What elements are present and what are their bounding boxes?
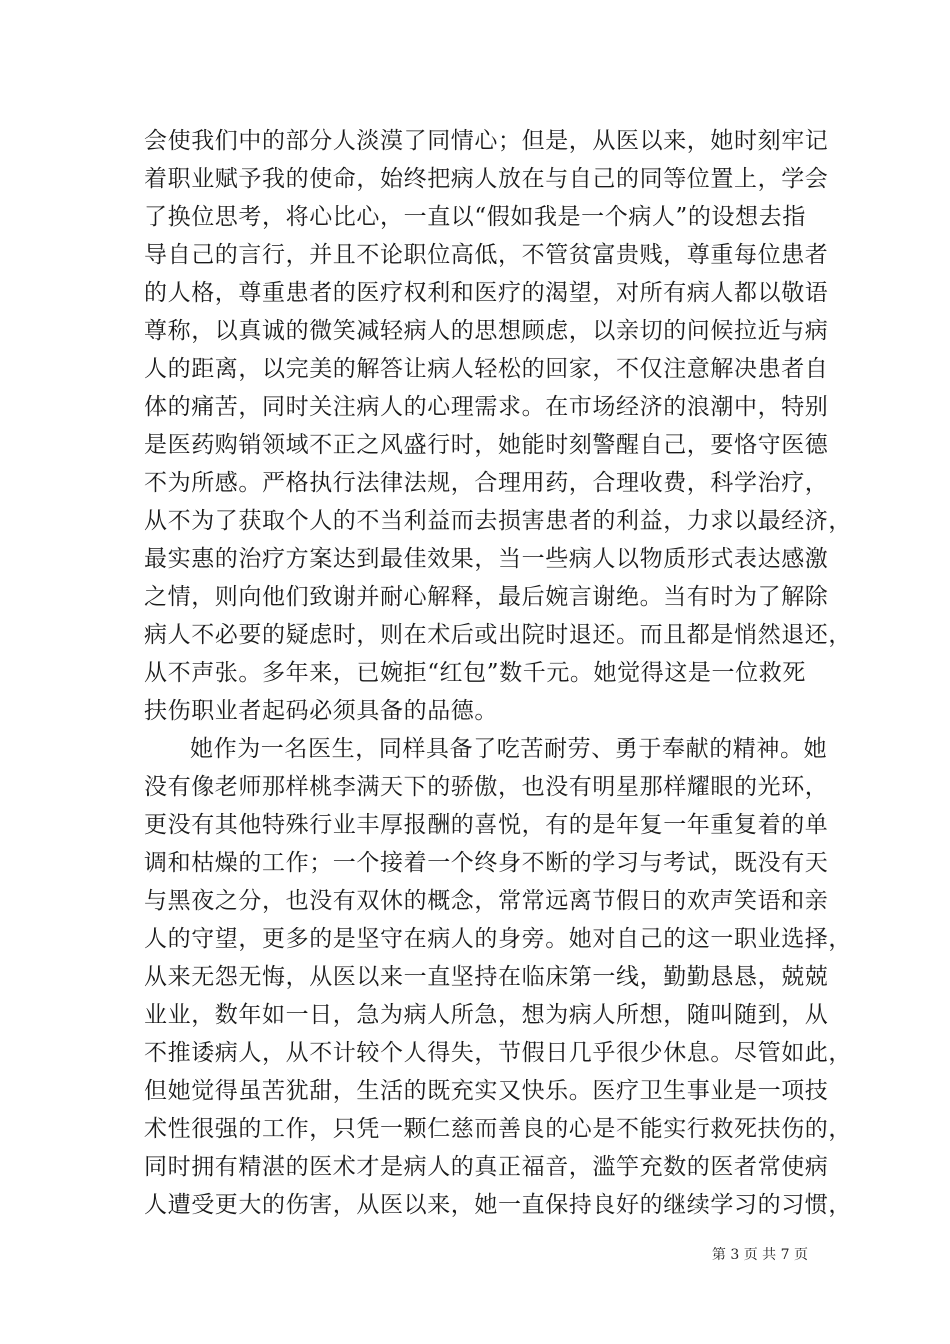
text-line: 病人不必要的疑虑时，则在术后或出院时退还。而且都是悄然退还，	[144, 622, 852, 648]
text-line: 导自己的言行，并且不论职位高低，不管贫富贵贱，尊重每位患者	[144, 242, 829, 268]
body-text	[144, 122, 852, 1224]
text-line: 更没有其他特殊行业丰厚报酬的喜悦，有的是年复一年重复着的单	[144, 812, 829, 838]
text-line: 人的距离，以完美的解答让病人轻松的回家，不仅注意解决患者自	[144, 356, 829, 382]
text-line: 与黑夜之分，也没有双休的概念，常常远离节假日的欢声笑语和亲	[144, 888, 829, 914]
text-line: 扶伤职业者起码必须具备的品德。	[144, 698, 498, 724]
text-line: 尊称，以真诚的微笑减轻病人的思想顾虑，以亲切的问候拉近与病	[144, 318, 829, 344]
text-line: 是医药购销领域不正之风盛行时，她能时刻警醒自己，要恪守医德	[144, 432, 829, 458]
text-line: 但她觉得虽苦犹甜，生活的既充实又快乐。医疗卫生事业是一项技	[144, 1078, 829, 1104]
text-line: 术性很强的工作，只凭一颗仁慈而善良的心是不能实行救死扶伤的，	[144, 1116, 852, 1142]
text-line: 会使我们中的部分人淡漠了同情心；但是，从医以来，她时刻牢记	[144, 128, 829, 154]
text-line: 没有像老师那样桃李满天下的骄傲，也没有明星那样耀眼的光环，	[144, 774, 829, 800]
text-line: 之情，则向他们致谢并耐心解释，最后婉言谢绝。当有时为了解除	[144, 584, 829, 610]
text-line: 人的守望，更多的是坚守在病人的身旁。她对自己的这一职业选择，	[144, 926, 852, 952]
text-line: 人遭受更大的伤害，从医以来，她一直保持良好的继续学习的习惯，	[144, 1192, 852, 1218]
text-line: 不推诿病人，从不计较个人得失，节假日几乎很少休息。尽管如此，	[144, 1040, 852, 1066]
text-line: 最实惠的治疗方案达到最佳效果，当一些病人以物质形式表达感激	[144, 546, 829, 572]
text-line: 不为所感。严格执行法律法规，合理用药，合理收费，科学治疗，	[144, 470, 829, 496]
text-line: 了换位思考，将心比心，一直以“假如我是一个病人”的设想去指	[144, 204, 806, 230]
paragraph-start-line: 她作为一名医生，同样具备了吃苦耐劳、勇于奉献的精神。她	[190, 736, 828, 762]
text-line: 从不声张。多年来，已婉拒“红包”数千元。她觉得这是一位救死	[144, 660, 806, 686]
text-line: 体的痛苦，同时关注病人的心理需求。在市场经济的浪潮中，特别	[144, 394, 829, 420]
text-line: 同时拥有精湛的医术才是病人的真正福音，滥竽充数的医者常使病	[144, 1154, 829, 1180]
page-number-footer: 第 3 页 共 7 页	[711, 1247, 808, 1263]
text-line: 业业，数年如一日，急为病人所急，想为病人所想，随叫随到，从	[144, 1002, 829, 1028]
text-line: 从来无怨无悔，从医以来一直坚持在临床第一线，勤勤恳恳，兢兢	[144, 964, 829, 990]
text-line: 调和枯燥的工作；一个接着一个终身不断的学习与考试，既没有天	[144, 850, 829, 876]
text-line: 的人格，尊重患者的医疗权利和医疗的渴望，对所有病人都以敬语	[144, 280, 829, 306]
text-line: 从不为了获取个人的不当利益而去损害患者的利益，力求以最经济，	[144, 508, 852, 534]
text-line: 着职业赋予我的使命，始终把病人放在与自己的同等位置上，学会	[144, 166, 829, 192]
